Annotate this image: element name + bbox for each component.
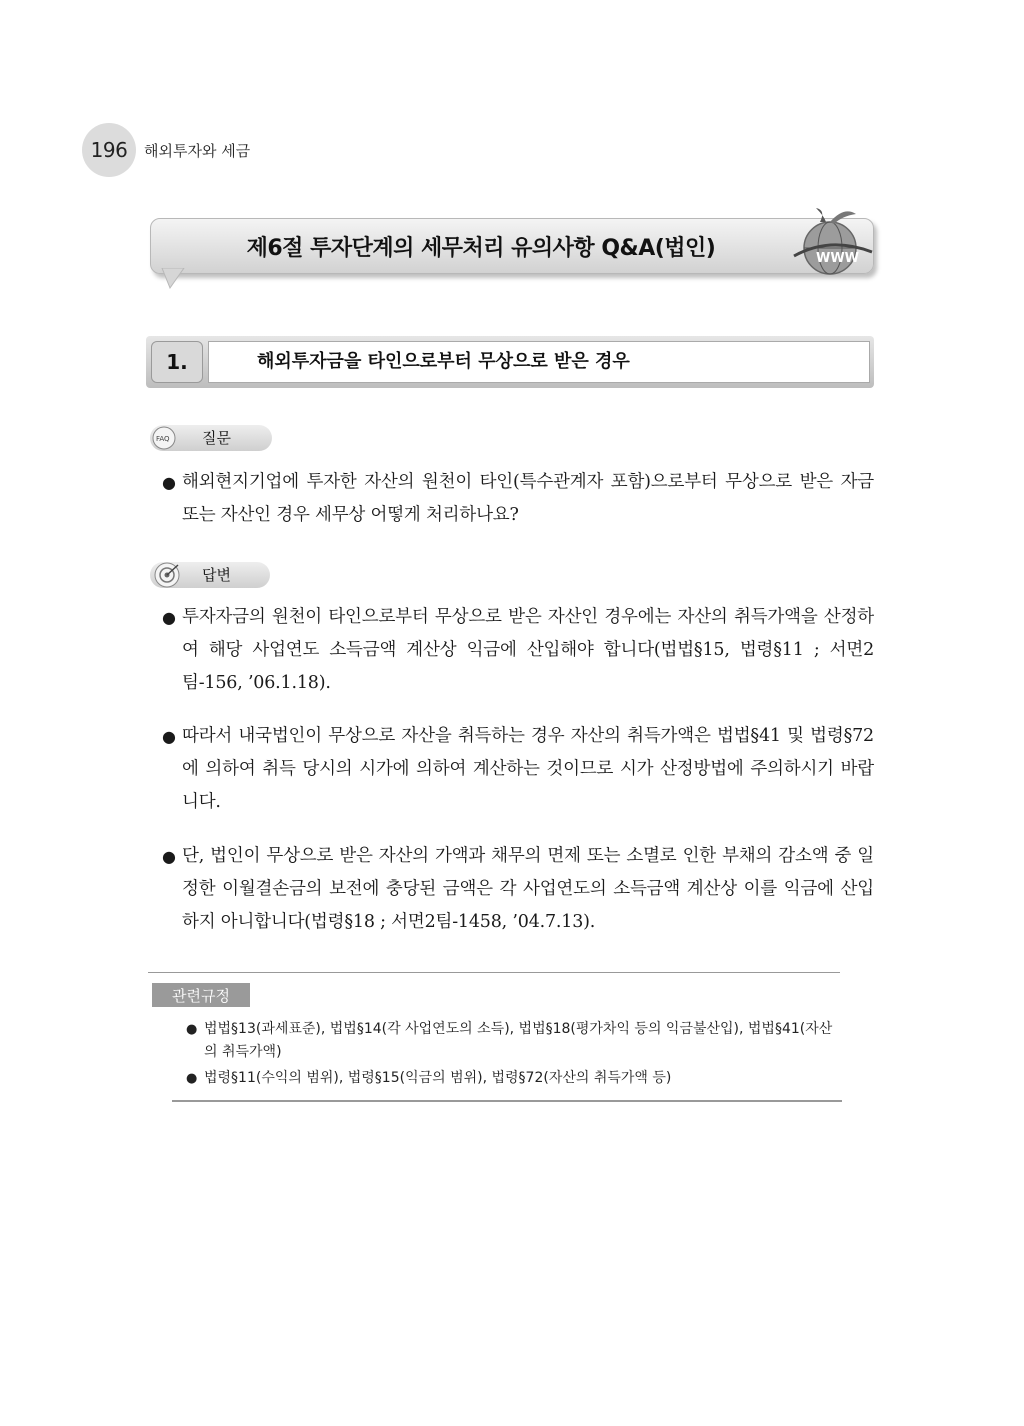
faq-icon-text: FAQ	[156, 435, 170, 443]
bullet-icon: ●	[162, 727, 176, 746]
answer-label-text: 답변	[202, 566, 231, 584]
answer-item	[162, 840, 874, 939]
speech-tail-icon	[160, 268, 190, 290]
bullet-icon: ●	[162, 608, 176, 627]
related-text: 법령§11(수익의 범위), 법령§15(익금의 범위), 법령§72(자산의 취득가액 등)	[204, 1070, 672, 1086]
globe-www-icon	[786, 206, 878, 278]
bullet-icon: ●	[162, 473, 176, 492]
answer-item	[162, 601, 874, 700]
answer-text: 따라서 내국법인이 무상으로 자산을 취득하는 경우 자산의 취득가액은 법법§41 및 법령§72에 의하여 취득 당시의 시가에 의하여 계산하는 것이므로 시가 산정방법에 주의하시기 바랍니다.	[182, 726, 874, 812]
target-icon	[152, 561, 182, 589]
question-label	[150, 425, 272, 451]
related-label: 관련규정	[152, 983, 250, 1007]
bullet-icon: ●	[186, 1022, 198, 1037]
answer-text: 투자자금의 원천이 타인으로부터 무상으로 받은 자산인 경우에는 자산의 취득가액을 산정하여 해당 사업연도 소득금액 계산상 익금에 산입해야 합니다(법법§15, 법령§11 ; 서면2팀-156, ’06.1.18).	[182, 607, 874, 693]
section-title-box	[208, 341, 870, 383]
chapter-title: 제6절 투자단계의 세무처리 유의사항 Q&A(법인)	[246, 235, 716, 261]
related-divider-top	[148, 972, 840, 973]
related-item	[186, 1018, 836, 1064]
page-header	[82, 122, 250, 178]
related-text: 법법§13(과세표준), 법법§14(각 사업연도의 소득), 법법§18(평가차익 등의 익금불산입), 법법§41(자산의 취득가액)	[204, 1021, 833, 1060]
question-item	[162, 466, 874, 532]
bullet-icon: ●	[162, 847, 176, 866]
question-label-text: 질문	[202, 429, 231, 447]
section-number: 1.	[151, 341, 203, 383]
section-title: 해외투자금을 타인으로부터 무상으로 받은 경우	[257, 351, 630, 372]
book-title: 해외투자와 세금	[144, 141, 251, 160]
bullet-icon: ●	[186, 1071, 198, 1086]
answer-item	[162, 720, 874, 819]
question-text: 해외현지기업에 투자한 자산의 원천이 타인(특수관계자 포함)으로부터 무상으로 받은 자금 또는 자산인 경우 세무상 어떻게 처리하나요?	[182, 472, 874, 525]
answer-label	[150, 562, 270, 588]
answer-text: 단, 법인이 무상으로 받은 자산의 가액과 채무의 면제 또는 소멸로 인한 부채의 감소액 중 일정한 이월결손금의 보전에 충당된 금액은 각 사업연도의 소득금액 계산상 이를 익금에 산입하지 아니합니다(법령§18 ; 서면2팀-1458, ’04.7.13).	[182, 846, 874, 932]
globe-text: WWW	[816, 251, 860, 266]
related-item	[186, 1067, 836, 1090]
related-divider-bottom	[172, 1100, 842, 1102]
section-heading	[146, 336, 874, 388]
faq-icon	[152, 426, 176, 450]
chapter-banner	[150, 218, 874, 274]
page-number: 196	[82, 123, 136, 177]
